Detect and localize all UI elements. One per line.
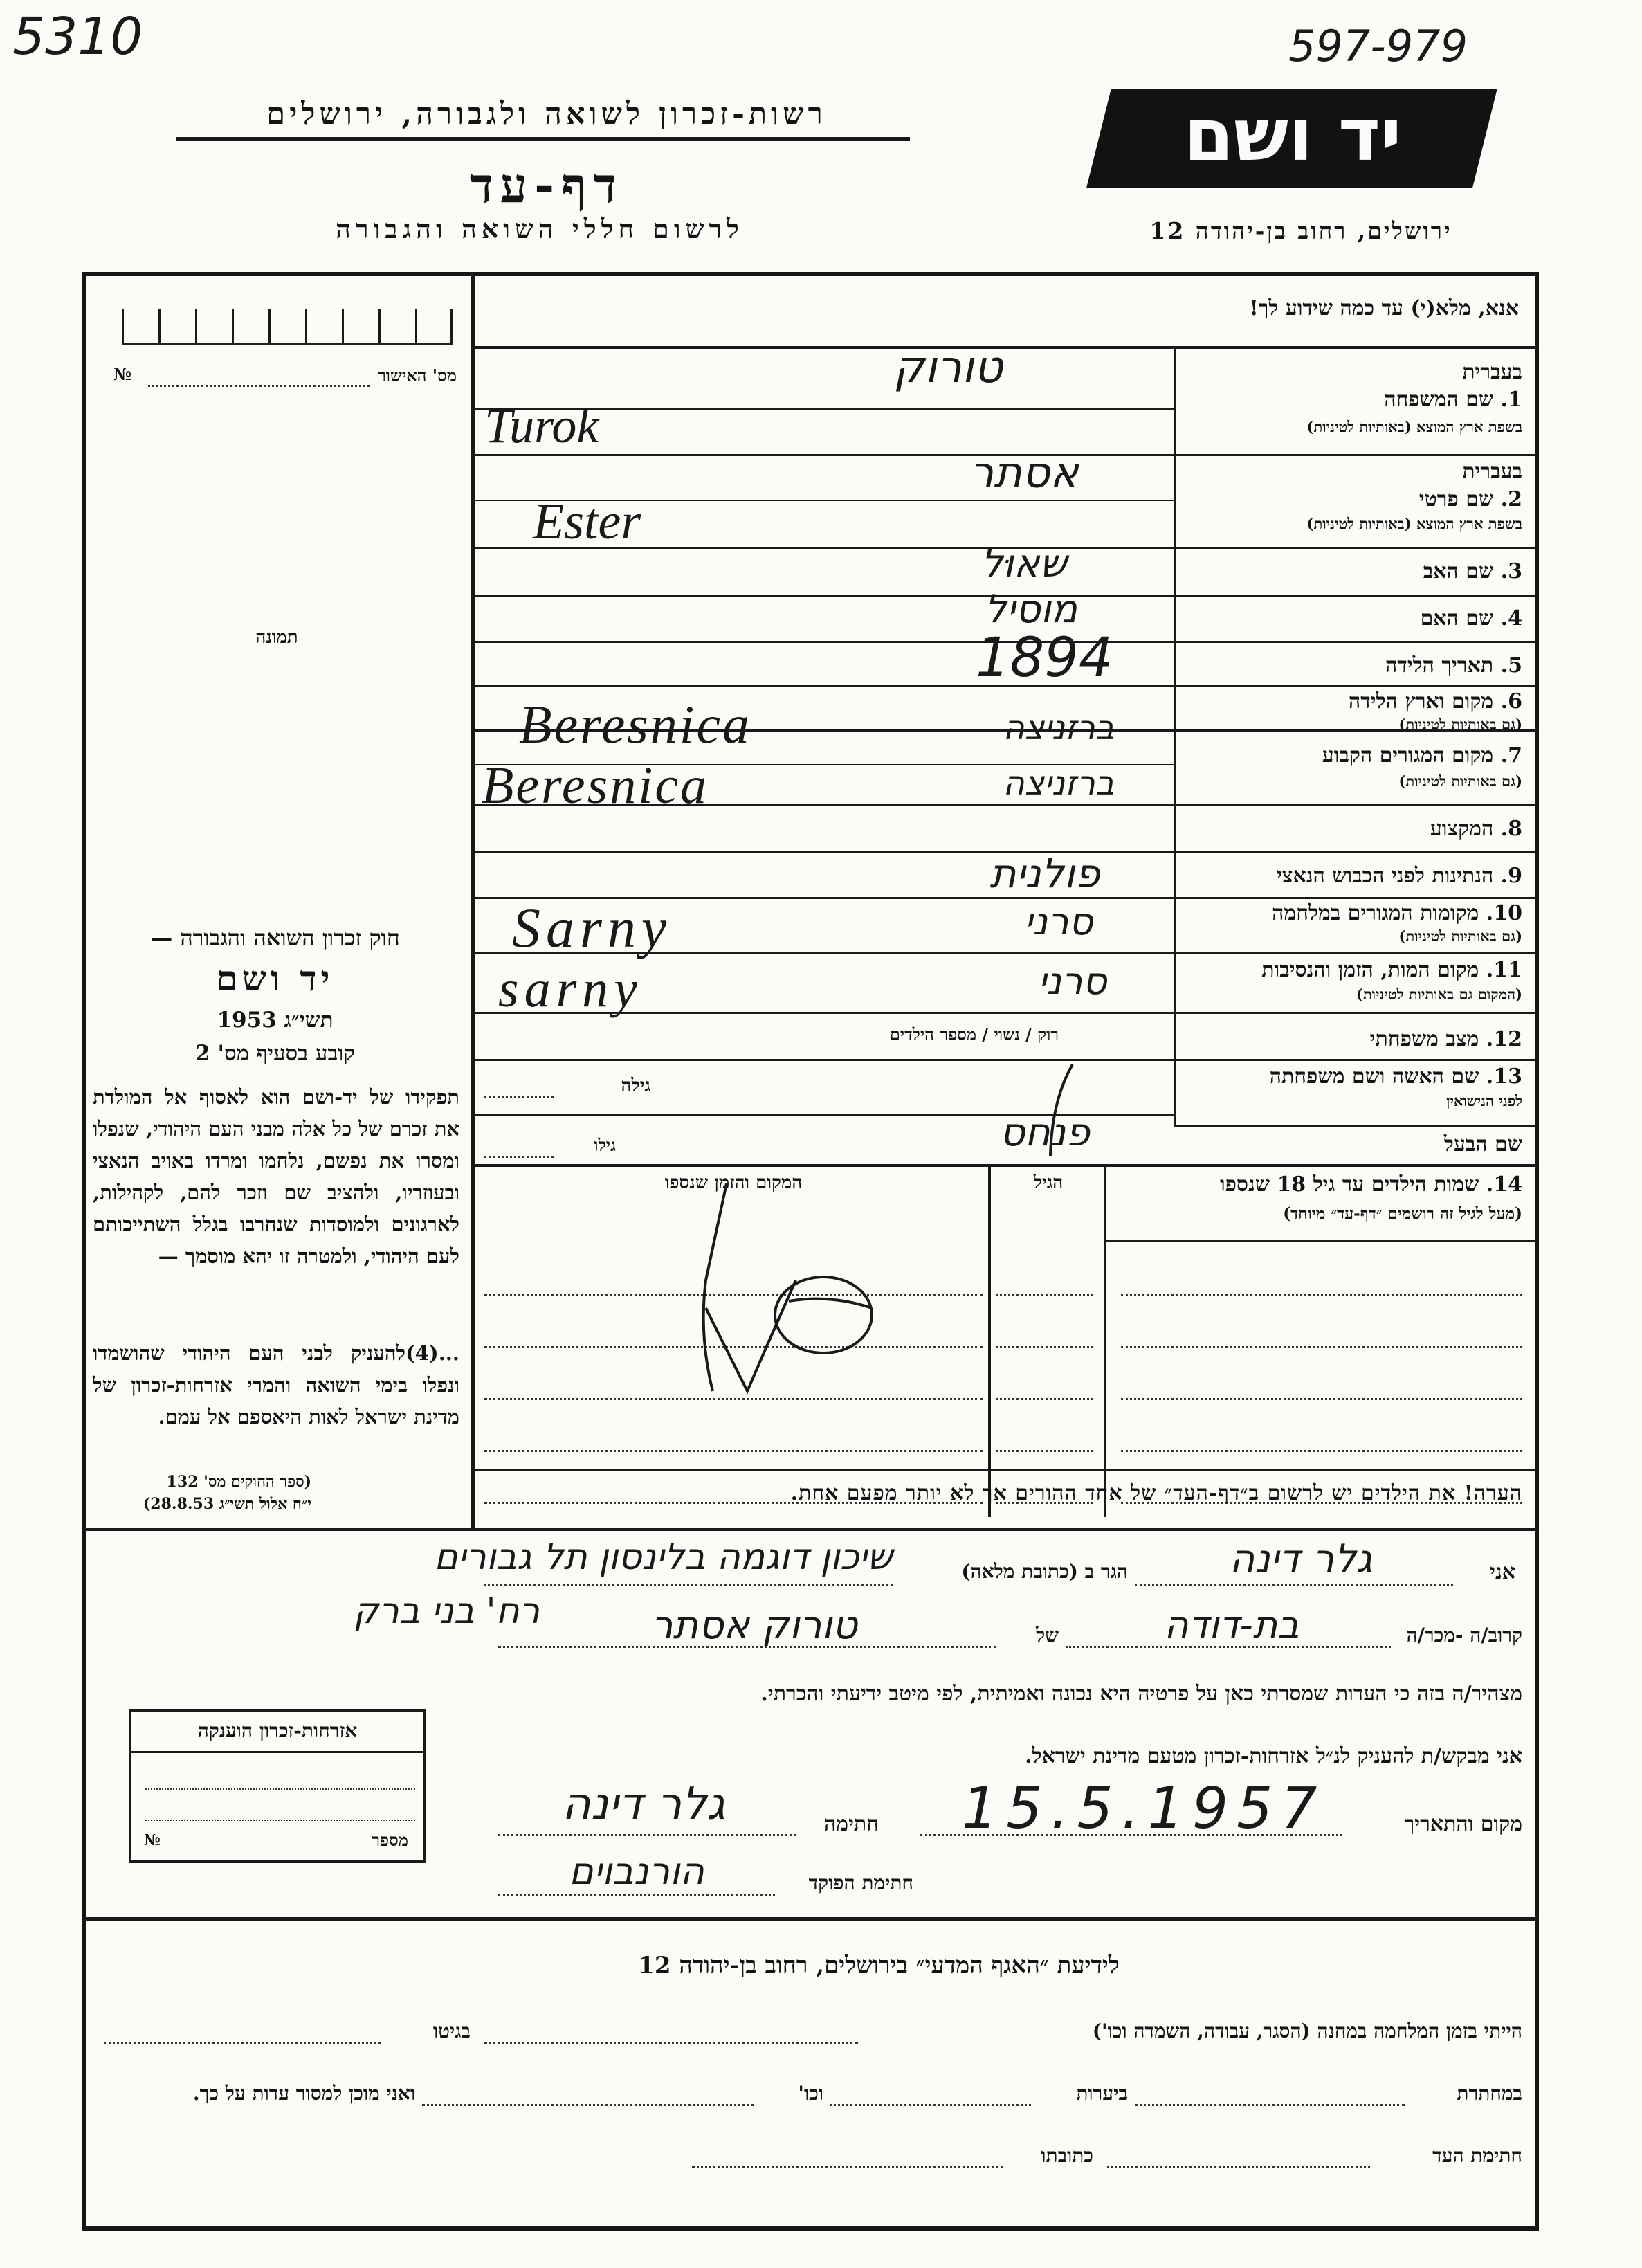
law-ref-1: (ספר החוקים מס' 132	[166, 1473, 311, 1491]
org-address: ירושלים, רחוב בן-יהודה 12	[1149, 217, 1452, 244]
declarant-name-value: גלר דינה	[1229, 1536, 1373, 1581]
label-marital-status: 12. מצב משפחתי	[1369, 1027, 1522, 1051]
of-value: טורוק אסתר	[650, 1603, 858, 1648]
bottom-underground-label: במחתרת	[1457, 2082, 1522, 2105]
place-date-label: מקום והתאריך	[1404, 1812, 1522, 1836]
signature-value: גלר דינה	[562, 1779, 725, 1830]
children-col-place: המקום והזמן שנספו	[664, 1172, 803, 1193]
label-death-place: 11. מקום המות, הזמן והנסיבות	[1261, 958, 1522, 982]
label-father-name: 3. שם האב	[1423, 559, 1522, 583]
law-year: תשי״ג 1953	[217, 1008, 334, 1033]
approval-no-sign: №	[113, 364, 132, 384]
law-text: תפקידו של יד-ושם הוא לאסוף אל המולדת את זכרם של כל אלה מבני העם היהודי, שנפלו ומסרו את נפשם, נלחמו ומרדו באויב הנאצי ובעוזריו, ולהציב שם וזכר להם, לקהילות, לארגונים ולמוסדות שנחרבו בגלל השתייכותם לעם היהודי, ולמטרה זו יהא מוסמך —	[93, 1085, 459, 1268]
label-birth-place: 6. מקום וארץ הלידה	[1348, 689, 1522, 714]
logo-block	[1086, 89, 1497, 188]
children-label: 14. שמות הילדים עד גיל 18 שנספו	[1219, 1172, 1522, 1197]
label-nationality: 9. הנתינות לפני הכבוש הנאצי	[1276, 864, 1522, 888]
label-family-name: 1. שם המשפחה	[1384, 388, 1522, 412]
relation-label: קרוב/ה -מכר/ה	[1406, 1624, 1522, 1646]
page-title: דף-עד	[469, 156, 624, 214]
bottom-camp-line: הייתי בזמן המלחמה במחנה (הסגר, עבודה, השמדה וכו')	[1092, 2020, 1522, 2042]
label-wartime-residence-sub: (גם באותיות לטיניות)	[1398, 927, 1522, 945]
law-ref-2: י״ח אלול תשי״ג 28.8.53)	[143, 1495, 311, 1513]
handwritten-archive-number: 5310	[12, 7, 143, 66]
official-signature-value: הורנבוים	[569, 1849, 704, 1893]
citizenship-box	[129, 1709, 426, 1863]
citizenship-box-no: №	[144, 1831, 161, 1849]
value-first-name-hebrew: אסתר	[969, 447, 1079, 498]
label-wife-name: 13. שם האשה ושם משפחתה	[1269, 1064, 1522, 1089]
label-husband-name: שם הבעל	[1443, 1132, 1522, 1156]
law-name: יד ושם	[216, 958, 334, 999]
bottom-etc-label: וכו'	[798, 2082, 823, 2105]
label-profession: 8. המקצוע	[1430, 817, 1522, 841]
label-hebrew-1: בעברית	[1462, 360, 1522, 384]
declaration-text: מצהיר/ה בזה כי העדות שמסרתי כאן על פרטיה היא נכונה ואמיתית, לפי מיטב ידיעתי והכרתי.	[760, 1682, 1522, 1706]
value-husband-name: פנחס	[999, 1110, 1091, 1155]
label-hebrew-2: בעברית	[1462, 460, 1522, 484]
declarant-address-value: שיכון דוגמה בלינסון תל גבורים	[434, 1536, 893, 1578]
value-permanent-residence-latin: Beresnica	[482, 756, 709, 815]
value-first-name-latin: Ester	[533, 493, 641, 550]
bottom-address-label: כתובתו	[1041, 2144, 1093, 2167]
label-birth-date: 5. תאריך הלידה	[1385, 653, 1522, 678]
value-permanent-residence-hebrew: ברזניצה	[1003, 764, 1115, 803]
label-death-place-sub: (המקום גם באותיות לטיניות)	[1356, 986, 1522, 1003]
label-wartime-residence: 10. מקומות המגורים במלחמה	[1272, 901, 1522, 925]
signature-label: חתימה	[824, 1812, 879, 1836]
bottom-forests-label: ביערות	[1076, 2082, 1128, 2105]
value-wartime-residence-hebrew: סרני	[1024, 900, 1093, 943]
bottom-ghetto-label: בגיטו	[432, 2020, 471, 2042]
marital-status-options: רוק / נשוי / מספר הילדים	[889, 1024, 1059, 1044]
children-col-age: הגיל	[1033, 1172, 1064, 1193]
page-subtitle: לרשום חללי השואה והגבורה	[336, 213, 744, 244]
logo-text: יד ושם	[1183, 93, 1402, 177]
children-note: הערה! את הילדים יש לרשום ב״דף-העד״ של אחד ההורים אך לא יותר מפעם אחת.	[790, 1481, 1522, 1505]
approval-ticks	[122, 299, 453, 345]
value-death-place-latin: sarny	[498, 960, 643, 1018]
label-wife-name-sub: לפני הנישואין	[1446, 1092, 1522, 1109]
of-label: של	[1036, 1624, 1059, 1646]
children-sub: (מעל לגיל זה רושמים ״דף-עד״ מיוחד)	[1283, 1204, 1522, 1223]
value-birth-place-hebrew: ברזניצה	[1003, 709, 1115, 747]
declarant-address-line2: רח' בני ברק	[353, 1590, 540, 1632]
citizenship-box-title: אזרחות-זכרון הוענקה	[197, 1719, 358, 1742]
declarant-i-label: אני	[1490, 1560, 1515, 1584]
bottom-testimony-text: ואני מוכן למסור עדות על כך.	[192, 2082, 415, 2105]
bottom-witness-signature-label: חתימת העד	[1432, 2144, 1522, 2167]
law-title: חוק זכרון השואה והגבורה —	[150, 925, 400, 951]
label-mother-name: 4. שם האם	[1420, 606, 1522, 630]
value-family-name-latin: Turok	[484, 398, 599, 453]
label-permanent-residence: 7. מקום המגורים הקבוע	[1322, 743, 1522, 768]
husband-age-label: גילו	[594, 1135, 616, 1155]
handwritten-record-number: 597-979	[1288, 21, 1468, 71]
value-family-name-hebrew: טורוק	[893, 342, 1003, 393]
value-wartime-residence-latin: Sarny	[512, 896, 673, 959]
request-text: אני מבקש/ת להעניק לנ״ל אזרחות-זכרון מטעם מדינת ישראל.	[1025, 1744, 1522, 1768]
label-family-name-sub: בשפת ארץ המוצא (באותיות לטיניות)	[1306, 418, 1522, 435]
label-birth-place-sub: (גם באותיות לטיניות)	[1398, 716, 1522, 733]
marital-status-stroke	[969, 1059, 1107, 1163]
relation-value: בת-דודה	[1164, 1603, 1299, 1646]
label-first-name: 2. שם פרטי	[1418, 487, 1522, 511]
bottom-title: לידיעת ״האגף המדעי״ בירושלים, רחוב בן-יהודה 12	[638, 1952, 1120, 1979]
official-signature-label: חתימת הפוקד	[808, 1871, 913, 1894]
declarant-address-label: הגר ב (כתובת מלאה)	[961, 1560, 1128, 1583]
form-instruction: אנא, מלא(י) עד כמה שידוע לך!	[1249, 296, 1519, 320]
citizenship-box-number-label: מספר	[372, 1830, 408, 1850]
label-permanent-residence-sub: (גם באותיות לטיניות)	[1398, 772, 1522, 790]
value-death-place-hebrew: סרני	[1038, 959, 1107, 1003]
value-birth-place-latin: Beresnica	[519, 694, 751, 754]
value-father-name: שאוּל	[980, 541, 1068, 586]
value-nationality: פולנית	[989, 850, 1100, 897]
children-crossed-out-mark	[657, 1170, 920, 1405]
label-first-name-sub: בשפת ארץ המוצא (באותיות לטיניות)	[1306, 515, 1522, 532]
org-line: רשות-זכרון לשואה ולגבורה, ירושלים	[266, 97, 827, 131]
wife-age-label: גילה	[621, 1076, 650, 1096]
date-value: 15.5.1957	[962, 1776, 1326, 1842]
value-mother-name: מוסיל	[985, 587, 1077, 632]
law-clause: קובע בסעיף מס' 2	[195, 1041, 355, 1066]
approval-number-label: מס' האישור	[377, 365, 457, 385]
value-birth-date: 1894	[976, 627, 1113, 689]
photo-label: תמונה	[255, 627, 298, 648]
law-text-clause-4: ...(4)להעניק לבני העם היהודי שהושמדו ונפלו בימי השואה והמרי אזרחות-זכרון של מדינת ישראל לאות היאספם אל עמם.	[93, 1341, 459, 1428]
